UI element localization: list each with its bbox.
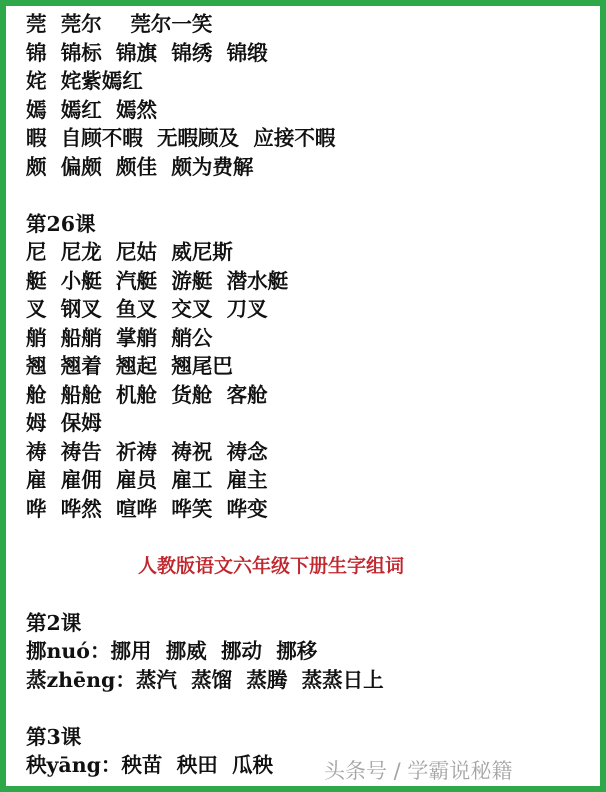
word-line: 颇 偏颇 颇佳 颇为费解 xyxy=(26,154,254,179)
word-line: 祷 祷告 祈祷 祷祝 祷念 xyxy=(26,439,268,464)
word-line: 锦 锦标 锦旗 锦绣 锦缎 xyxy=(26,40,268,65)
word-line: 翘 翘着 翘起 翘尾巴 xyxy=(26,354,233,378)
word-line: 莞 莞尔 莞尔一笑 xyxy=(26,12,213,36)
word-line: 艄 船艄 掌艄 艄公 xyxy=(26,325,213,350)
section-title: 人教版语文六年级下册生字组词 xyxy=(138,554,405,577)
word-line: 秧yāng：秧苗 秧田 瓜秧 xyxy=(26,753,288,777)
word-line: 舱 船舱 机舱 货舱 客舱 xyxy=(26,382,268,407)
blank-line xyxy=(26,694,594,723)
word-line: 蒸zhēng：蒸汽 蒸馏 蒸腾 蒸蒸日上 xyxy=(26,667,384,692)
word-list xyxy=(26,10,594,780)
word-line: 哗 哗然 喧哗 哗笑 哗变 xyxy=(26,496,268,521)
blank-line xyxy=(26,580,594,609)
lesson-heading: 第3课 xyxy=(26,724,82,749)
word-line: 暇 自顾不暇 无暇顾及 应接不暇 xyxy=(26,126,336,150)
blank-line xyxy=(26,181,594,210)
word-line: 挪nuó：挪用 挪威 挪动 挪移 xyxy=(26,639,318,663)
word-line: 姹 姹紫嫣红 xyxy=(26,69,143,93)
word-line: 艇 小艇 汽艇 游艇 潜水艇 xyxy=(26,268,289,293)
word-line: 姆 保姆 xyxy=(26,411,102,435)
word-line: 嫣 嫣红 嫣然 xyxy=(26,97,158,122)
blank-line xyxy=(26,523,594,552)
word-line: 雇 雇佣 雇员 雇工 雇主 xyxy=(26,468,268,492)
word-line: 尼 尼龙 尼姑 威尼斯 xyxy=(26,240,233,264)
lesson-heading: 第26课 xyxy=(26,211,96,236)
word-line: 叉 钢叉 鱼叉 交叉 刀叉 xyxy=(26,297,268,321)
lesson-heading: 第2课 xyxy=(26,610,82,635)
watermark: 头条号 / 学霸说秘籍 xyxy=(324,759,513,783)
